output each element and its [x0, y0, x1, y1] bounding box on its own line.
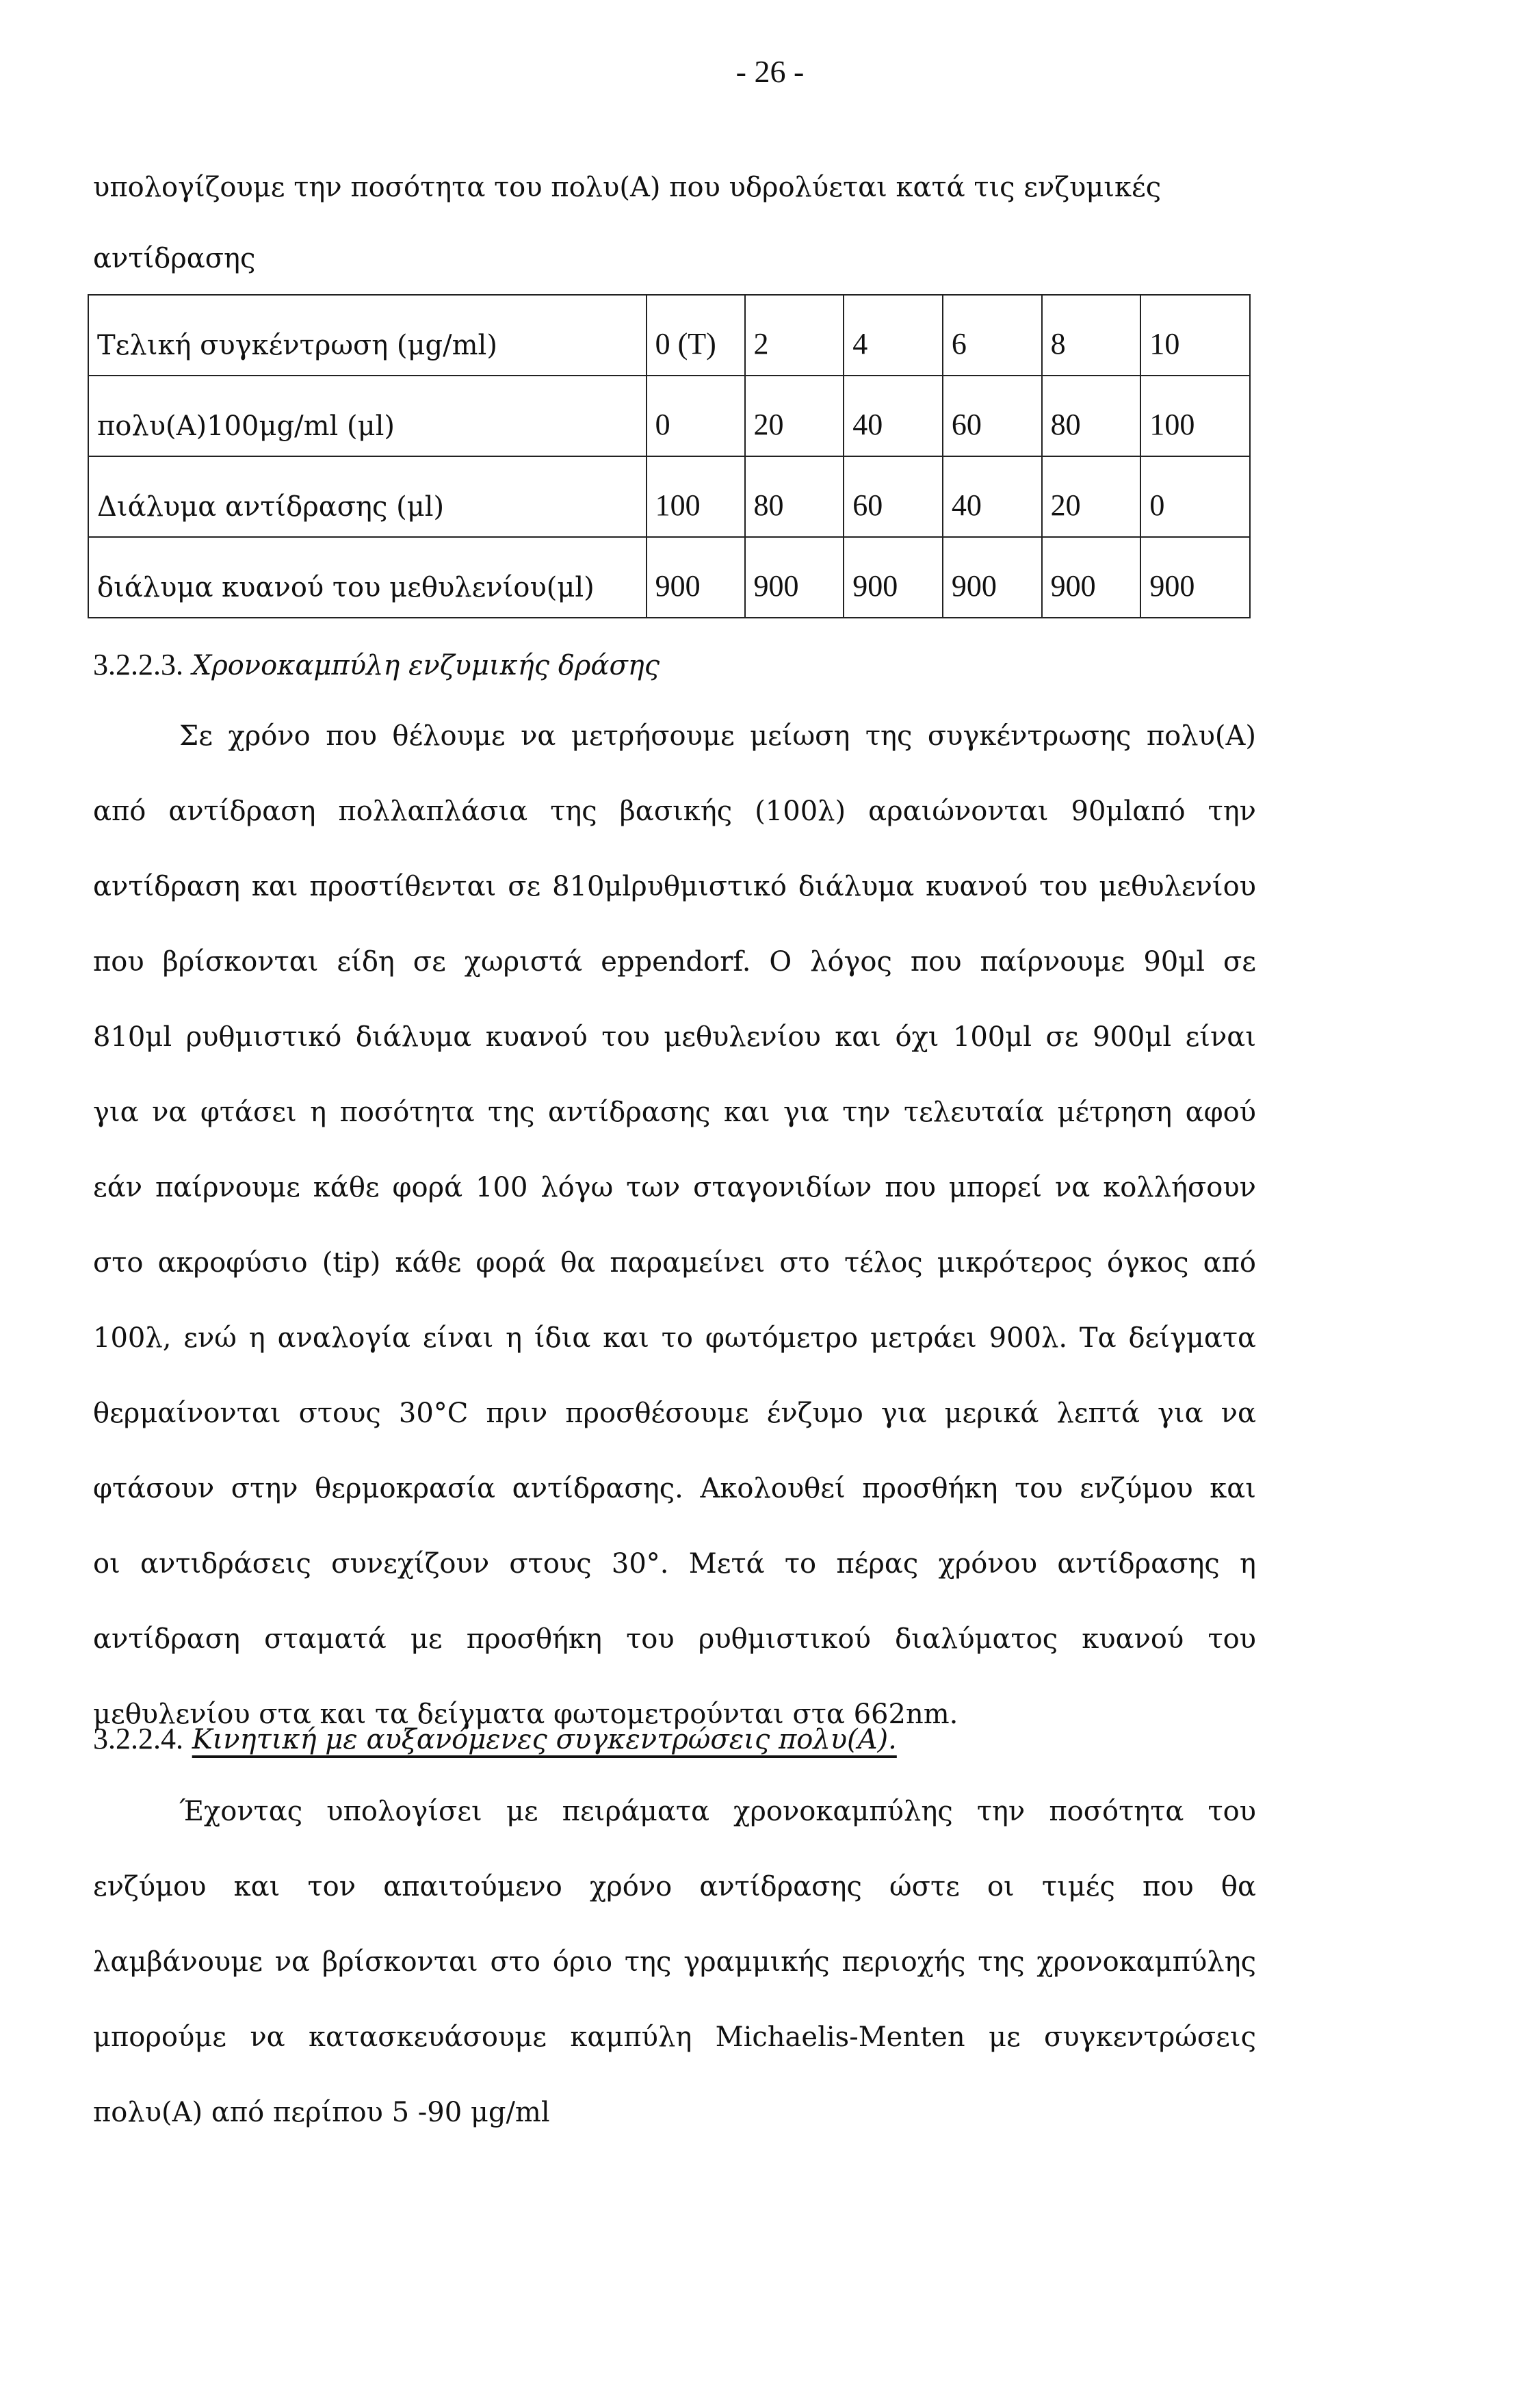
table-cell: 40 — [844, 376, 943, 456]
section-heading-3-2-2-3 — [93, 647, 660, 682]
body-line: αντίδραση σταματά με προσθήκη του ρυθμιστικού διαλύματος κυανού του — [93, 1623, 1256, 1655]
table-row — [88, 537, 1250, 618]
body-line: εάν παίρνουμε κάθε φορά 100 λόγω των σταγονιδίων που μπορεί να κολλήσουν — [93, 1172, 1256, 1203]
row-label: Διάλυμα αντίδρασης (μl) — [88, 456, 647, 537]
section-number: 3.2.2.4. — [93, 1722, 183, 1755]
body-line: στο ακροφύσιο (tip) κάθε φορά θα παραμείνει στο τέλος μικρότερος όγκος από — [93, 1247, 1256, 1279]
body-line: από αντίδραση πολλαπλάσια της βασικής (100λ) αραιώνονται 90μlαπό την — [93, 796, 1256, 827]
table-cell: 100 — [1140, 376, 1250, 456]
body-line: φτάσουν στην θερμοκρασία αντίδρασης. Ακολουθεί προσθήκη του ενζύμου και — [93, 1473, 1256, 1504]
table-cell: 900 — [1042, 537, 1141, 618]
intro-line-2: αντίδρασης — [93, 243, 256, 274]
row-label: διάλυμα κυανού του μεθυλενίου(μl) — [88, 537, 647, 618]
table-cell: 6 — [943, 295, 1042, 376]
table-cell: 2 — [745, 295, 844, 376]
body-line: Έχοντας υπολογίσει με πειράματα χρονοκαμπύλης την ποσότητα του — [179, 1796, 1256, 1827]
body-line: Σε χρόνο που θέλουμε να μετρήσουμε μείωση της συγκέντρωσης πολυ(A) — [179, 720, 1256, 752]
body-line: μπορούμε να κατασκευάσουμε καμπύλη Michaelis-Menten με συγκεντρώσεις — [93, 2021, 1256, 2053]
body-line: για να φτάσει η ποσότητα της αντίδρασης και για την τελευταία μέτρηση αφού — [93, 1097, 1256, 1128]
table-cell: 900 — [745, 537, 844, 618]
page-number: - 26 - — [735, 54, 805, 89]
body-line: μεθυλενίου στα και τα δείγματα φωτομετρούνται στα 662nm. — [93, 1699, 958, 1730]
table-cell: 0 — [647, 376, 745, 456]
section-heading-3-2-2-4 — [93, 1721, 897, 1756]
body-line: πολυ(A) από περίπου 5 -90 μg/ml — [93, 2097, 550, 2128]
table-cell: 900 — [844, 537, 943, 618]
table-cell: 80 — [745, 456, 844, 537]
body-line: ενζύμου και τον απαιτούμενο χρόνο αντίδρασης ώστε οι τιμές που θα — [93, 1871, 1256, 1902]
row-label: πολυ(A)100μg/ml (μl) — [88, 376, 647, 456]
section-body-3-2-2-4 — [93, 1792, 1256, 2169]
table-cell: 60 — [943, 376, 1042, 456]
body-line: αντίδραση και προστίθενται σε 810μlρυθμιστικό διάλυμα κυανού του μεθυλενίου — [93, 871, 1256, 902]
section-body-3-2-2-3 — [93, 717, 1256, 1770]
table-cell: 40 — [943, 456, 1042, 537]
table-cell: 900 — [647, 537, 745, 618]
table-cell: 10 — [1140, 295, 1250, 376]
body-line: 810μl ρυθμιστικό διάλυμα κυανού του μεθυλενίου και όχι 100μl σε 900μl είναι — [93, 1021, 1256, 1053]
table-cell: 20 — [745, 376, 844, 456]
table-cell: 0 (T) — [647, 295, 745, 376]
section-title: Κινητική με αυξανόμενες συγκεντρώσεις πολυ(A). — [192, 1724, 897, 1755]
preparation-table — [88, 294, 1251, 618]
body-line: λαμβάνουμε να βρίσκονται στο όριο της γραμμικής περιοχής της χρονοκαμπύλης — [93, 1946, 1256, 1978]
table-cell: 900 — [943, 537, 1042, 618]
table-cell: 8 — [1042, 295, 1141, 376]
intro-line-1: υπολογίζουμε την ποσότητα του πολυ(A) που υδρολύεται κατά τις ενζυμικές — [93, 172, 1162, 203]
section-title: Χρονοκαμπύλη ενζυμικής δράσης — [192, 650, 660, 681]
table-cell: 900 — [1140, 537, 1250, 618]
body-line: θερμαίνονται στους 30°C πριν προσθέσουμε ένζυμο για μερικά λεπτά για να — [93, 1398, 1256, 1429]
table-cell: 20 — [1042, 456, 1141, 537]
table-row — [88, 295, 1250, 376]
table-row — [88, 376, 1250, 456]
table-cell: 80 — [1042, 376, 1141, 456]
section-number: 3.2.2.3. — [93, 648, 183, 681]
table-row — [88, 456, 1250, 537]
body-line: που βρίσκονται είδη σε χωριστά eppendorf. Ο λόγος που παίρνουμε 90μl σε — [93, 946, 1256, 978]
table-cell: 60 — [844, 456, 943, 537]
table-cell: 4 — [844, 295, 943, 376]
table-cell: 100 — [647, 456, 745, 537]
row-label: Τελική συγκέντρωση (μg/ml) — [88, 295, 647, 376]
table-cell: 0 — [1140, 456, 1250, 537]
body-line: 100λ, ενώ η αναλογία είναι η ίδια και το φωτόμετρο μετράει 900λ. Τα δείγματα — [93, 1322, 1256, 1354]
body-line: οι αντιδράσεις συνεχίζουν στους 30°. Μετά το πέρας χρόνου αντίδρασης η — [93, 1548, 1256, 1580]
